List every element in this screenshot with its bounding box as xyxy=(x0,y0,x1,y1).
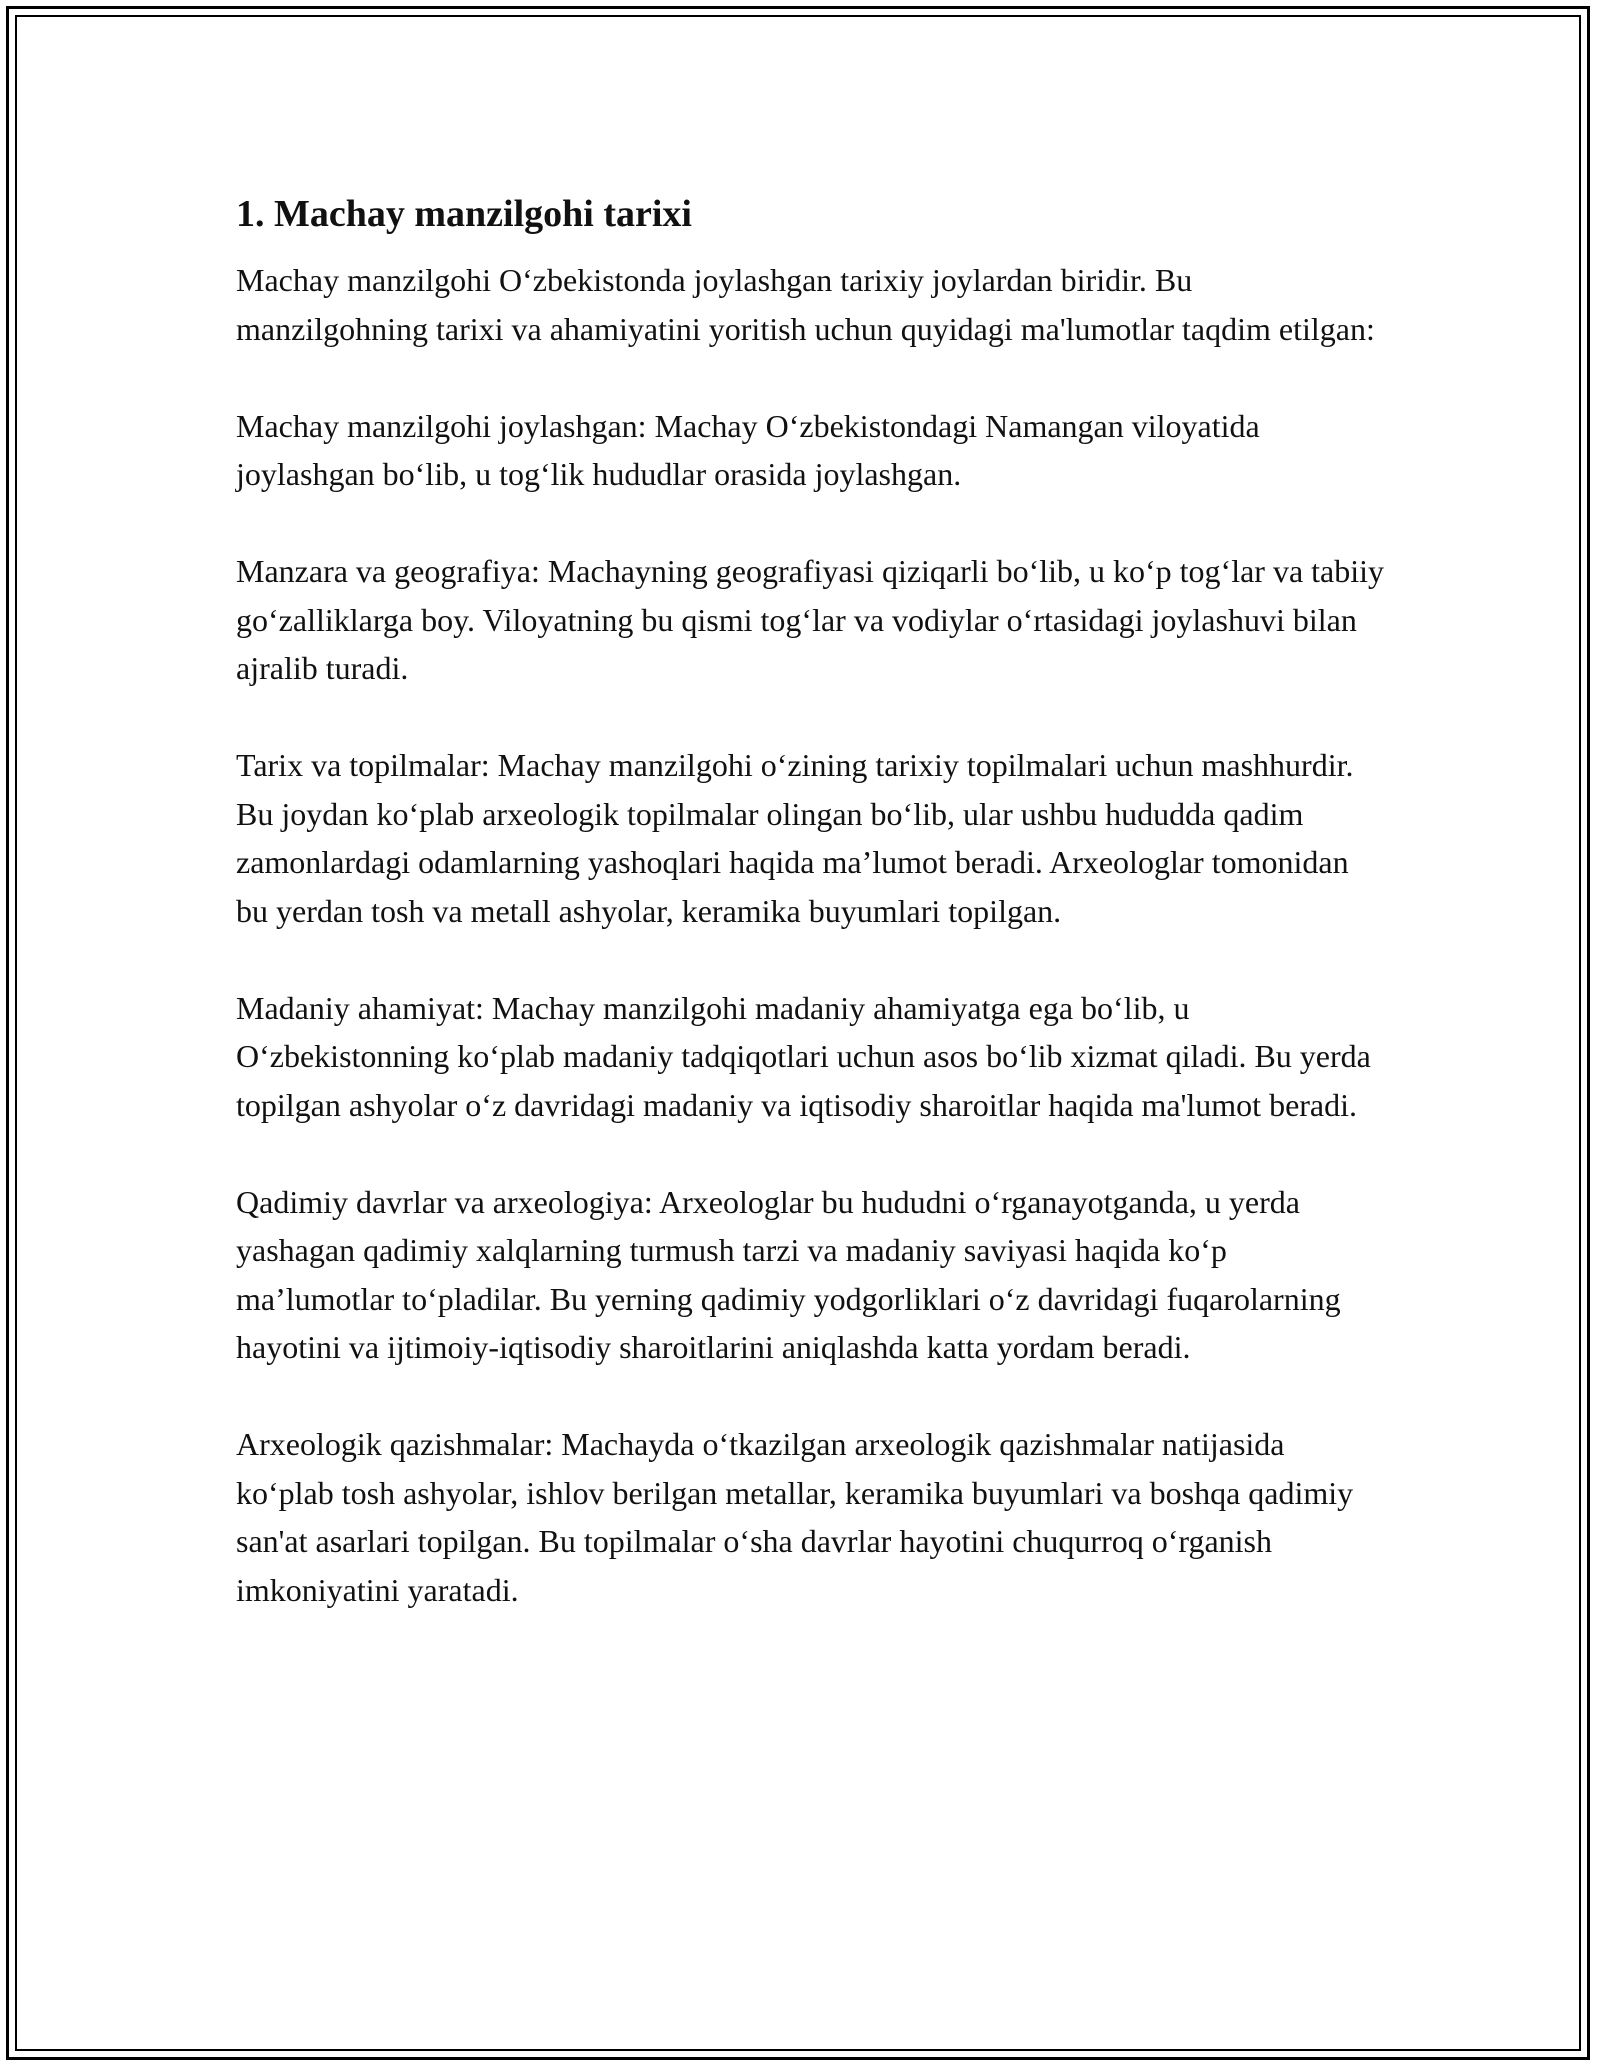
document-body xyxy=(236,186,1386,1663)
paragraph-excavations: Arxeologik qazishmalar: Machayda o‘tkazilgan arxeologik qazishmalar natijasida ko‘plab tosh ashyolar, ishlov berilgan metallar, keramika buyumlari va boshqa qadimiy san'at asarlari topilgan. Bu topilmalar o‘sha davrlar hayotini chuqurroq o‘rganish imkoniyatini yaratadi. xyxy=(236,1426,1354,1608)
section-heading: 1. Machay manzilgohi tarixi xyxy=(236,193,692,235)
paragraph-intro: Machay manzilgohi O‘zbekistonda joylashgan tarixiy joylardan biridir. Bu manzilgohning tarixi va ahamiyatini yoritish uchun quyidagi ma'lumotlar taqdim etilgan: xyxy=(236,262,1375,347)
paragraph-history-findings: Tarix va topilmalar: Machay manzilgohi o‘zining tarixiy topilmalari uchun mashhurdir. Bu joydan ko‘plab arxeologik topilmalar olingan bo‘lib, ular ushbu hududda qadim zamonlardagi odamlarning yashoqlari haqida ma’lumot beradi. Arxeologlar tomonidan bu yerdan tosh va metall ashyolar, keramika buyumlari topilgan. xyxy=(236,747,1354,929)
paragraph-geography: Manzara va geografiya: Machayning geografiyasi qiziqarli bo‘lib, u ko‘p tog‘lar va tabiiy go‘zalliklarga boy. Viloyatning bu qismi tog‘lar va vodiylar o‘rtasidagi joylashuvi bilan ajralib turadi. xyxy=(236,553,1385,686)
paragraph-cultural-significance: Madaniy ahamiyat: Machay manzilgohi madaniy ahamiyatga ega bo‘lib, u O‘zbekistonning ko‘plab madaniy tadqiqotlari uchun asos bo‘lib xizmat qiladi. Bu yerda topilgan ashyolar o‘z davridagi madaniy va iqtisodiy sharoitlar haqida ma'lumot beradi. xyxy=(236,989,1371,1123)
paragraph-ancient-periods: Qadimiy davrlar va arxeologiya: Arxeologlar bu hududni o‘rganayotganda, u yerda yashagan qadimiy xalqlarning turmush tarzi va madaniy saviyasi haqida ko‘p ma’lumotlar to‘pladilar. Bu yerning qadimiy yodgorliklari o‘z davridagi fuqarolarning hayotini va ijtimoiy-iqtisodiy sharoitlarini aniqlashda katta yordam beradi. xyxy=(236,1183,1341,1365)
paragraph-location: Machay manzilgohi joylashgan: Machay O‘zbekistondagi Namangan viloyatida joylashgan bo‘lib, u tog‘lik hududlar orasida joylashgan. xyxy=(236,407,1260,492)
